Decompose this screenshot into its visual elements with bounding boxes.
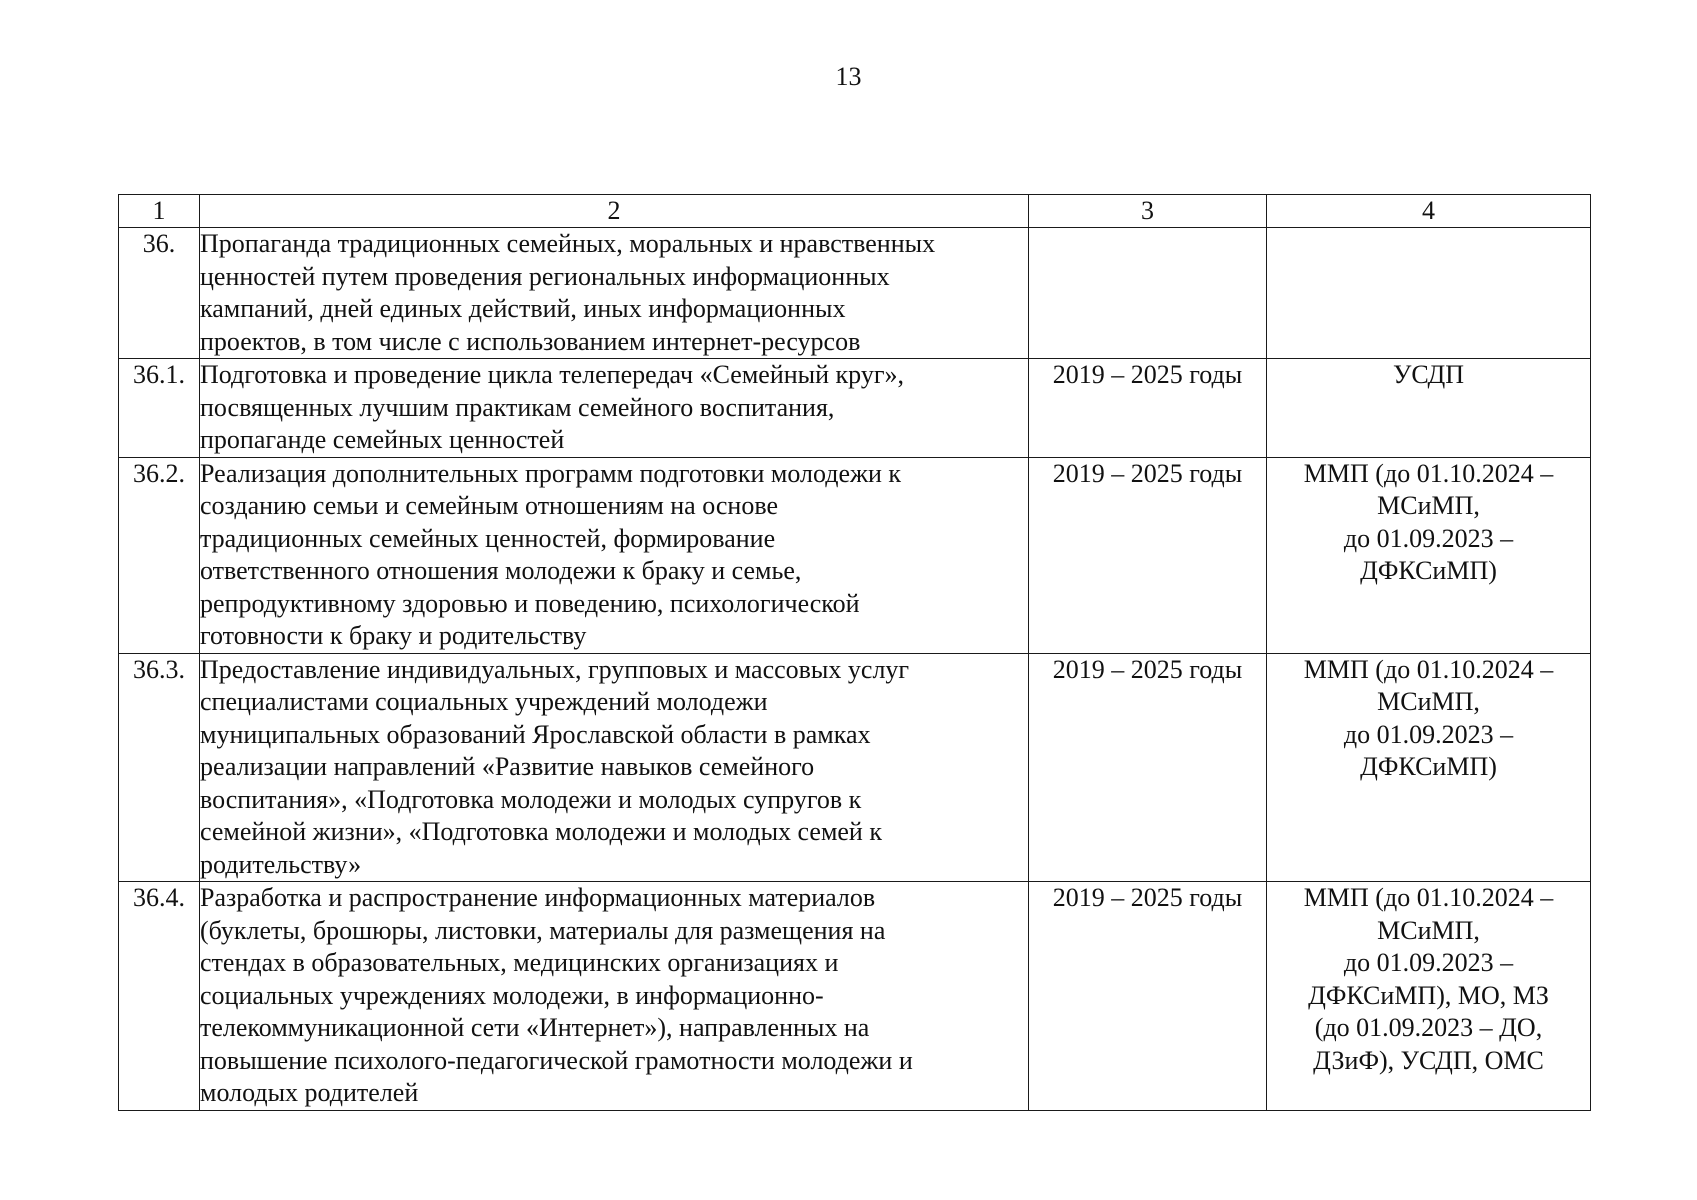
period: 2019 – 2025 годы	[1029, 359, 1267, 458]
text-line: специалистами социальных учреждений молодежи	[200, 687, 768, 716]
text-line: Подготовка и проведение цикла телепередач «Семейный круг»,	[200, 360, 904, 389]
table-header-row	[119, 195, 1591, 228]
executor-line: МСиМП,	[1377, 491, 1480, 520]
executor-line: (до 01.09.2023 – ДО,	[1314, 1013, 1543, 1042]
text-line: готовности к браку и родительству	[200, 621, 587, 650]
row-number: 36.1.	[119, 359, 200, 458]
text-line: кампаний, дней единых действий, иных информационных	[200, 294, 846, 323]
text-line: стендах в образовательных, медицинских организациях и	[200, 948, 839, 977]
executor-line: ДФКСиМП)	[1360, 556, 1497, 585]
column-measure-header: 2	[200, 195, 1029, 228]
page-number: 13	[835, 62, 862, 91]
table-row	[119, 457, 1591, 653]
measure-text	[200, 653, 1029, 882]
executor-line: ММП (до 01.10.2024 –	[1303, 654, 1554, 684]
executor-line: ДФКСиМП)	[1360, 752, 1497, 781]
plan-table	[118, 194, 1591, 1111]
executor-line: ДЗиФ), УСДП, ОМС	[1313, 1045, 1544, 1075]
column-executor-header: 4	[1267, 195, 1591, 228]
text-line: ценностей путем проведения региональных информационных	[200, 261, 890, 291]
period: 2019 – 2025 годы	[1029, 882, 1267, 1111]
row-number: 36.	[119, 228, 200, 359]
executor-line: до 01.09.2023 –	[1343, 948, 1514, 977]
executor-line: МСиМП,	[1377, 915, 1480, 945]
text-line: ответственного отношения молодежи к браку и семье,	[200, 556, 802, 585]
table-row	[119, 228, 1591, 359]
measure-text	[200, 882, 1029, 1111]
text-line: Пропаганда традиционных семейных, моральных и нравственных	[200, 229, 936, 258]
text-line: молодых родителей	[200, 1078, 419, 1107]
text-line: муниципальных образований Ярославской области в рамках	[200, 719, 871, 749]
text-line: созданию семьи и семейным отношениям на основе	[200, 491, 778, 520]
row-number: 36.4.	[119, 882, 200, 1111]
text-line: семейной жизни», «Подготовка молодежи и молодых семей к	[200, 817, 882, 846]
executor-line: до 01.09.2023 –	[1343, 719, 1514, 749]
row-number: 36.3.	[119, 653, 200, 882]
period: 2019 – 2025 годы	[1029, 457, 1267, 653]
text-line: проектов, в том числе с использованием интернет-ресурсов	[200, 326, 861, 356]
table-row	[119, 359, 1591, 458]
text-line: посвященных лучшим практикам семейного воспитания,	[200, 392, 835, 422]
executor	[1267, 359, 1591, 458]
text-line: (буклеты, брошюры, листовки, материалы для размещения на	[200, 915, 886, 945]
text-line: родительству»	[200, 849, 362, 879]
text-line: воспитания», «Подготовка молодежи и молодых супругов к	[200, 784, 862, 814]
executor	[1267, 882, 1591, 1111]
text-line: социальных учреждениях молодежи, в информационно-	[200, 980, 824, 1010]
text-line: традиционных семейных ценностей, формирование	[200, 523, 776, 553]
executor-line: МСиМП,	[1377, 687, 1480, 716]
executor	[1267, 653, 1591, 882]
text-line: повышение психолого-педагогической грамотности молодежи и	[200, 1045, 913, 1075]
measure-text	[200, 228, 1029, 359]
text-line: Реализация дополнительных программ подготовки молодежи к	[200, 458, 901, 488]
column-number-header: 1	[119, 195, 200, 228]
text-line: Разработка и распространение информационных материалов	[200, 883, 876, 912]
measure-text	[200, 359, 1029, 458]
executor-line: УСДП	[1393, 360, 1464, 389]
executor	[1267, 228, 1591, 359]
text-line: Предоставление индивидуальных, групповых и массовых услуг	[200, 654, 910, 684]
measure-text	[200, 457, 1029, 653]
table-row	[119, 653, 1591, 882]
text-line: репродуктивному здоровью и поведению, психологической	[200, 588, 860, 618]
table-row	[119, 882, 1591, 1111]
period: 2019 – 2025 годы	[1029, 653, 1267, 882]
text-line: пропаганде семейных ценностей	[200, 425, 565, 454]
executor-line: ДФКСиМП), МО, МЗ	[1308, 980, 1549, 1010]
row-number: 36.2.	[119, 457, 200, 653]
column-period-header: 3	[1029, 195, 1267, 228]
executor-line: ММП (до 01.10.2024 –	[1303, 883, 1554, 912]
executor	[1267, 457, 1591, 653]
executor-line: ММП (до 01.10.2024 –	[1303, 458, 1554, 488]
period	[1029, 228, 1267, 359]
executor-line: до 01.09.2023 –	[1343, 523, 1514, 553]
text-line: реализации направлений «Развитие навыков семейного	[200, 752, 815, 781]
text-line: телекоммуникационной сети «Интернет»), направленных на	[200, 1013, 870, 1042]
